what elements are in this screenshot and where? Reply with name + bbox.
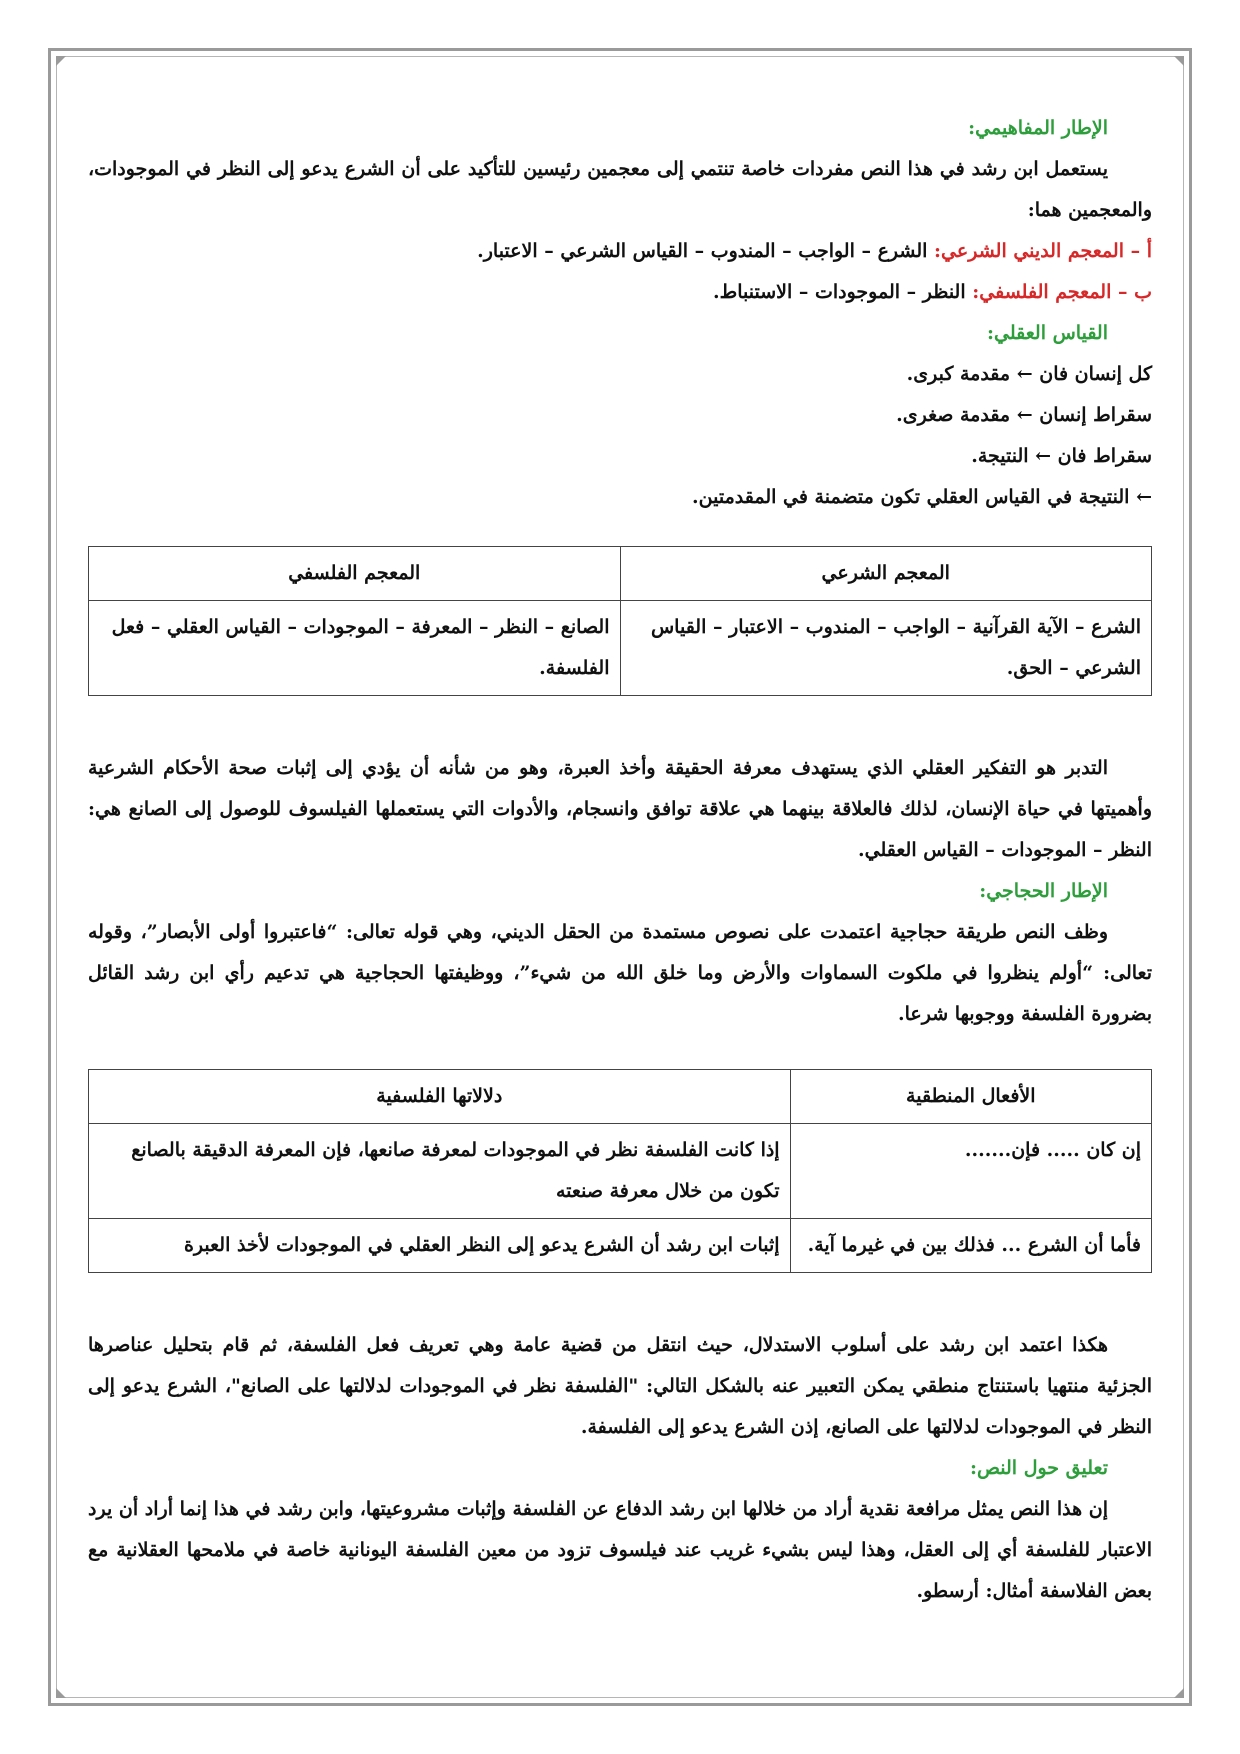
philosophical-terms-cell: الصانع – النظر – المعرفة – الموجودات – القياس العقلي – فعل الفلسفة. xyxy=(89,601,621,696)
lexicon-table xyxy=(88,546,1152,696)
philosophical-meaning-cell: إثبات ابن رشد أن الشرع يدعو إلى النظر العقلي في الموجودات لأخذ العبرة xyxy=(89,1219,791,1273)
philosophical-meaning-cell: إذا كانت الفلسفة نظر في الموجودات لمعرفة صانعها، فإن المعرفة الدقيقة بالصانع تكون من خلال معرفة صنعته xyxy=(89,1124,791,1219)
syllogism-heading: القياس العقلي: xyxy=(987,322,1108,344)
commentary-heading: تعليق حول النص: xyxy=(969,1457,1108,1479)
table-header-philosophical: المعجم الفلسفي xyxy=(89,547,621,601)
istidlal-paragraph: هكذا اعتمد ابن رشد على أسلوب الاستدلال، حيث انتقل من قضية عامة وهي تعريف فعل الفلسفة، ثم قام بتحليل عناصرها الجزئية منتهيا باستنتاج منطقي يمكن التعبير عنه بالشكل التالي: "الفلسفة نظر في الموجودات لدلالتها على الصانع"، الشرع يدعو إلى النظر في الموجودات لدلالتها على الصانع، إذن الشرع يدعو إلى الفلسفة. xyxy=(88,1334,1152,1438)
philosophical-lexicon-terms: النظر – الموجودات – الاستنباط. xyxy=(713,281,973,303)
corner-ornament-icon xyxy=(1174,1688,1184,1698)
table-header-logical-actions: الأفعال المنطقية xyxy=(790,1070,1151,1124)
religious-lexicon-label: أ – المعجم الديني الشرعي: xyxy=(934,240,1152,262)
corner-ornament-icon xyxy=(56,56,66,66)
religious-lexicon-line xyxy=(88,231,1152,272)
corner-ornament-icon xyxy=(1174,56,1184,66)
corner-ornament-icon xyxy=(56,1688,66,1698)
conceptual-intro-paragraph: يستعمل ابن رشد في هذا النص مفردات خاصة تنتمي إلى معجمين رئيسين للتأكيد على أن الشرع يدعو إلى النظر في الموجودات، والمعجمين هما: xyxy=(88,158,1152,221)
document-body xyxy=(88,108,1152,1612)
syllogism-note: ← النتيجة في القياس العقلي تكون متضمنة في المقدمتين. xyxy=(692,486,1152,508)
table-row xyxy=(89,601,1152,696)
syllogism-minor-premise: سقراط إنسان ← مقدمة صغرى. xyxy=(896,404,1152,426)
philosophical-lexicon-line xyxy=(88,272,1152,313)
table-row xyxy=(89,1124,1152,1219)
table-header-religious: المعجم الشرعي xyxy=(620,547,1152,601)
commentary-paragraph: إن هذا النص يمثل مرافعة نقدية أراد من خلالها ابن رشد الدفاع عن الفلسفة وإثبات مشروعيتها، وابن رشد في هذا إنما أراد أن يرد الاعتبار للفلسفة أي إلى العقل، وهذا ليس بشيء غريب عند فيلسوف تزود من معين الفلسفة اليونانية خاصة في ملامحها العقلانية مع بعض الفلاسفة أمثال: أرسطو. xyxy=(88,1498,1152,1602)
tadabbur-paragraph: التدبر هو التفكير العقلي الذي يستهدف معرفة الحقيقة وأخذ العبرة، وهو من شأنه أن يؤدي إلى إثبات صحة الأحكام الشرعية وأهميتها في حياة الإنسان، لذلك فالعلاقة بينهما هي علاقة توافق وانسجام، والأدوات التي يستعملها الفيلسوف للوصول إلى الصانع هي: النظر – الموجودات – القياس العقلي. xyxy=(88,757,1152,861)
argumentative-paragraph: وظف النص طريقة حجاجية اعتمدت على نصوص مستمدة من الحقل الديني، وهي قوله تعالى: “فاعتبروا أولى الأبصار”، وقوله تعالى: “أولم ينظروا في ملكوت السماوات والأرض وما خلق الله من شيء”، ووظيفتها الحجاجية هي تدعيم رأي ابن رشد القائل بضرورة الفلسفة ووجوبها شرعا. xyxy=(88,921,1152,1025)
logical-action-cell: إن كان ..... فإن....... xyxy=(790,1124,1151,1219)
syllogism-conclusion: سقراط فان ← النتيجة. xyxy=(971,445,1152,467)
logical-actions-table xyxy=(88,1069,1152,1273)
logical-action-cell: فأما أن الشرع ... فذلك بين في غيرما آية. xyxy=(790,1219,1151,1273)
argumentative-framework-heading: الإطار الحجاجي: xyxy=(979,880,1108,902)
philosophical-lexicon-label: ب – المعجم الفلسفي: xyxy=(972,281,1152,303)
conceptual-framework-heading: الإطار المفاهيمي: xyxy=(968,117,1108,139)
table-row xyxy=(89,1219,1152,1273)
table-header-row xyxy=(89,1070,1152,1124)
table-header-philosophical-meanings: دلالاتها الفلسفية xyxy=(89,1070,791,1124)
religious-lexicon-terms: الشرع – الواجب – المندوب – القياس الشرعي – الاعتبار. xyxy=(477,240,935,262)
syllogism-major-premise: كل إنسان فان ← مقدمة كبرى. xyxy=(906,363,1152,385)
religious-terms-cell: الشرع – الآية القرآنية – الواجب – المندوب – الاعتبار – القياس الشرعي – الحق. xyxy=(620,601,1152,696)
table-header-row xyxy=(89,547,1152,601)
